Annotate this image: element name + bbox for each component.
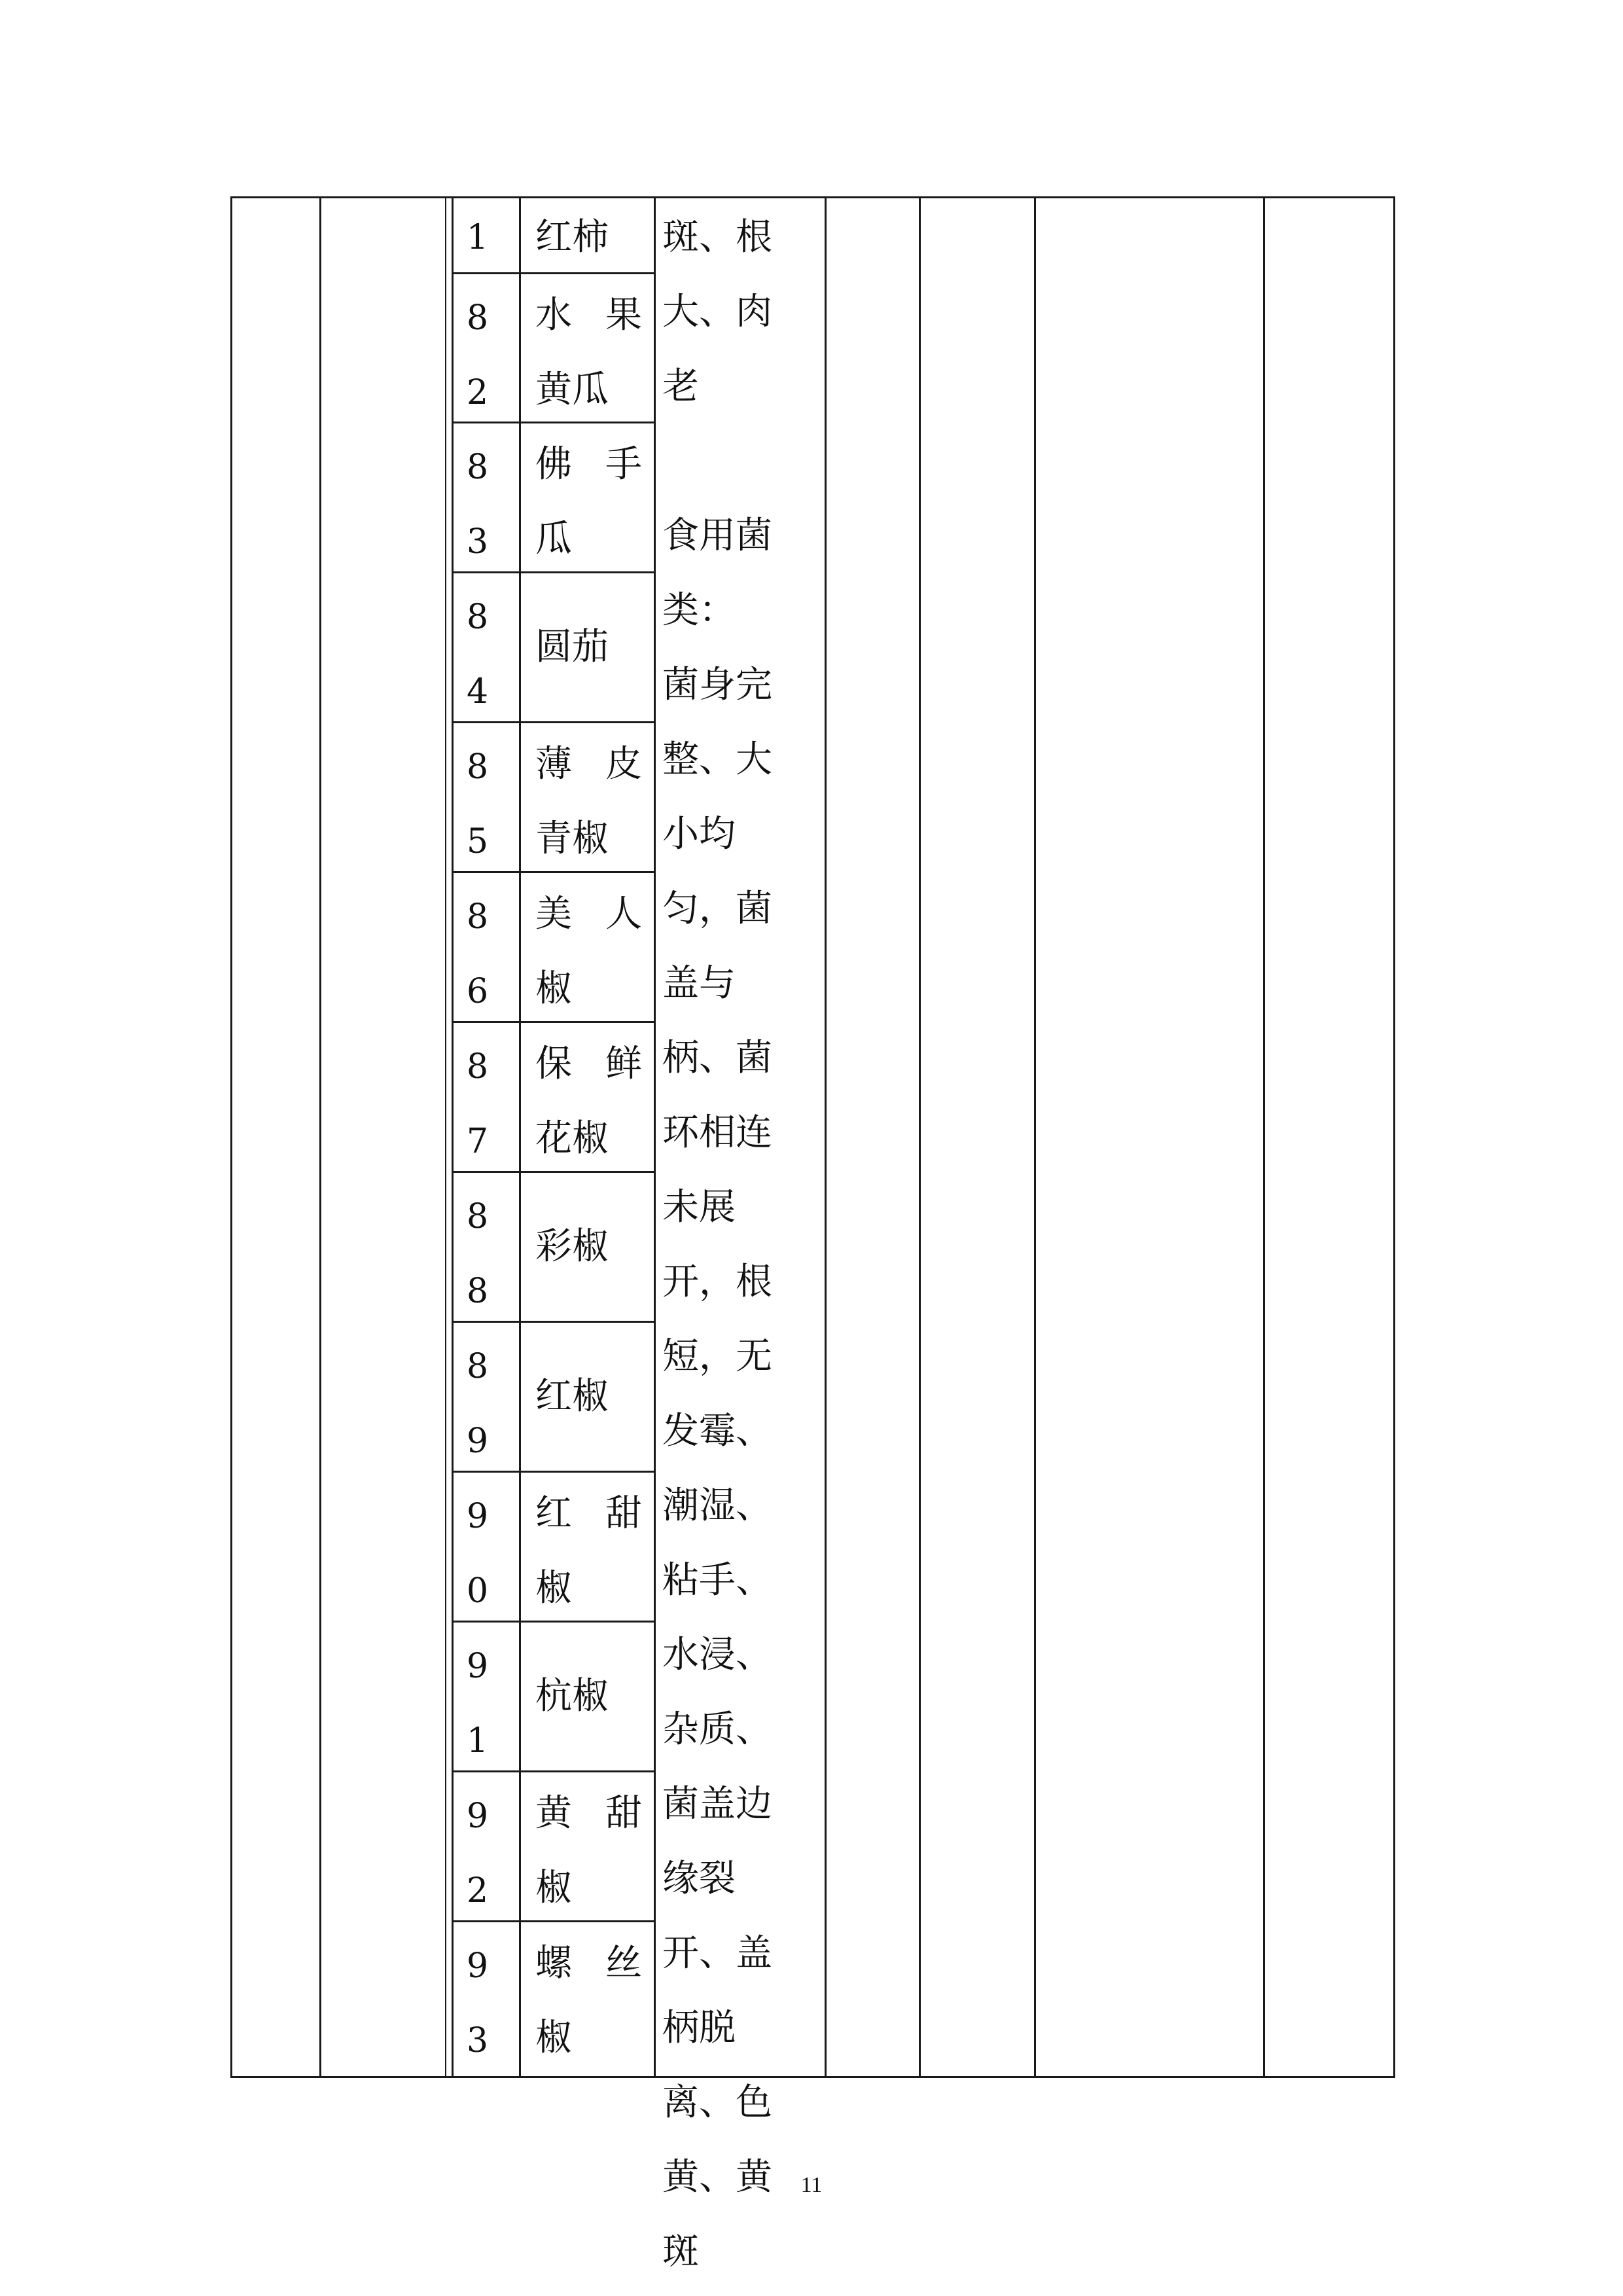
item-name-line: 薄 皮 xyxy=(535,743,642,785)
item-number-digits: 90 xyxy=(467,1497,489,1611)
item-name-line: 黄瓜 xyxy=(535,368,609,411)
item-number xyxy=(454,274,519,422)
description-heading: 食用菌类： xyxy=(662,514,772,632)
item-number xyxy=(454,573,519,721)
item-name xyxy=(521,723,654,871)
table-row xyxy=(454,1920,654,2078)
table-row xyxy=(454,1171,654,1321)
item-number xyxy=(454,1623,519,1770)
product-list-table xyxy=(452,196,656,2078)
item-number xyxy=(454,423,519,571)
item-name-line: 美 人 xyxy=(535,893,642,935)
item-number xyxy=(454,1473,519,1621)
item-name-line: 椒 xyxy=(535,1867,572,1909)
item-name-line: 椒 xyxy=(535,1567,572,1609)
table-row xyxy=(454,1021,654,1171)
item-name: 圆茄 xyxy=(535,626,609,668)
description-prev-tail: 斑、根大、肉老 xyxy=(662,216,772,408)
item-name-line: 花椒 xyxy=(535,1117,609,1160)
item-number-digits: 93 xyxy=(467,1946,489,2060)
item-name-line: 螺 丝 xyxy=(535,1942,642,1984)
item-name-line: 保 鲜 xyxy=(535,1043,642,1085)
item-number-digits: 82 xyxy=(467,298,489,412)
item-number xyxy=(454,723,519,871)
item-number xyxy=(454,1323,519,1471)
item-name-line: 水 果 xyxy=(535,294,642,336)
column-rule xyxy=(445,196,446,2078)
item-name xyxy=(521,1922,654,2078)
item-name-line: 红 甜 xyxy=(535,1492,642,1535)
table-row xyxy=(454,871,654,1021)
item-number-digits: 88 xyxy=(467,1197,489,1311)
item-name xyxy=(521,1473,654,1621)
item-name xyxy=(521,1023,654,1171)
item-name: 杭椒 xyxy=(535,1675,609,1717)
item-number xyxy=(454,1023,519,1171)
item-name-line: 椒 xyxy=(535,967,572,1010)
item-name-line: 椒 xyxy=(535,2017,572,2059)
item-name-line: 瓜 xyxy=(535,518,572,560)
item-number xyxy=(454,1173,519,1321)
item-name-line: 青椒 xyxy=(535,817,609,860)
description-body: 菌身完整、大小均匀，菌盖与柄、菌环相连未展开，根短，无发霉、潮湿、粘手、水浸、杂质、菌盖边缘裂开、盖柄脱离、色黄、黄斑 xyxy=(662,664,772,2273)
item-name: 彩椒 xyxy=(535,1225,609,1268)
item-number xyxy=(454,1922,519,2078)
item-name xyxy=(521,1772,654,1920)
spacer xyxy=(662,424,826,499)
column-rule xyxy=(1263,196,1265,2078)
column-rule xyxy=(319,196,321,2078)
table-row xyxy=(454,721,654,871)
item-number-digits: 92 xyxy=(467,1797,489,1910)
item-name xyxy=(521,423,654,571)
page-number: 11 xyxy=(800,2173,823,2197)
table-row xyxy=(454,571,654,721)
item-number xyxy=(454,1772,519,1920)
table-row xyxy=(454,1621,654,1770)
table-row xyxy=(454,422,654,571)
quality-description xyxy=(662,196,826,2289)
item-name xyxy=(521,274,654,422)
item-number-digits: 83 xyxy=(467,448,489,562)
item-name: 红椒 xyxy=(535,1375,609,1418)
table-row xyxy=(454,272,654,422)
item-number xyxy=(454,873,519,1021)
table-row xyxy=(454,196,654,272)
item-number: 1 xyxy=(467,218,489,257)
table-row xyxy=(454,1471,654,1621)
table-row xyxy=(454,1321,654,1471)
item-number-digits: 85 xyxy=(467,747,489,861)
item-number-digits: 91 xyxy=(467,1647,489,1761)
table-row xyxy=(454,1770,654,1920)
item-number-digits: 86 xyxy=(467,897,489,1011)
item-number-digits: 89 xyxy=(467,1347,489,1461)
item-name: 红柿 xyxy=(535,216,609,259)
item-name-line: 佛 手 xyxy=(535,443,642,486)
column-rule xyxy=(919,196,921,2078)
item-name xyxy=(521,873,654,1021)
column-rule xyxy=(1034,196,1036,2078)
item-number-digits: 87 xyxy=(467,1047,489,1161)
item-name-line: 黄 甜 xyxy=(535,1792,642,1835)
item-number-digits: 84 xyxy=(467,598,489,711)
